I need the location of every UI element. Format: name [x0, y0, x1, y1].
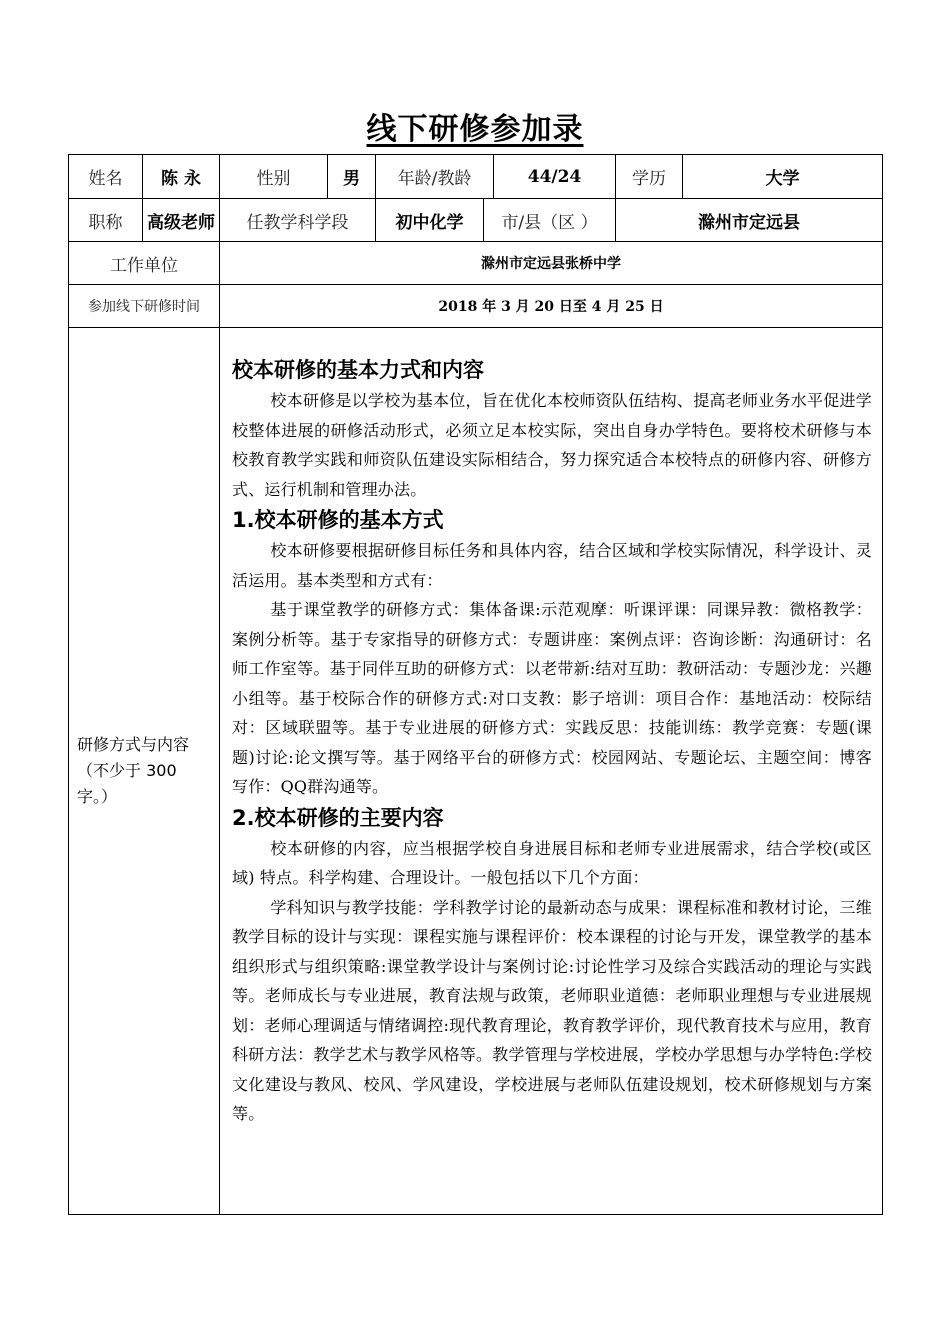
education-value: 大学	[683, 155, 883, 199]
title-value: 高级老师	[143, 199, 220, 242]
work-unit-label: 工作单位	[69, 242, 220, 285]
row-training-time	[69, 285, 883, 328]
content-main-heading: 校本研修的基本力式和内容	[232, 358, 484, 382]
record-form-table	[68, 154, 883, 1215]
paragraph-intro: 校本研修是以学校为基本位，旨在优化本校师资队伍结构、提高老师业务水平促进学校整体进展的研修活动形式，必须立足本校实际，突出自身办学特色。要将校术研修与本校教育教学实践和师资队伍建设实际相结合，努力探究适合本校特点的研修内容、研修方式、运行机制和管理办法。	[232, 391, 873, 499]
education-label: 学历	[616, 155, 683, 199]
title-label: 职称	[69, 199, 143, 242]
work-unit-value: 滁州市定远县张桥中学	[220, 242, 883, 285]
content-side-label: 研修方式与内容（不少于 300 字。）	[69, 328, 220, 1215]
paragraph-content-intro: 校本研修的内容，应当根据学校自身进展目标和老师专业进展需求，结合学校(或区域) 特点。科学构建、合理设计。一般包括以下几个方面：	[232, 838, 873, 887]
paragraph-methods-list: 基于课堂教学的研修方式：集体备课:示范观摩：听课评课：同课异教：微格教学：案例分析等。基于专家指导的研修方式：专题讲座：案例点评：咨询诊断：沟通研讨：名师工作室等。基于同伴互助的研修方式：以老带新:结对互助：教研活动：专题沙龙：兴趣小组等。基于校际合作的研修方式:对口支教：影子培训：项目合作：基地活动：校际结对：区域联盟等。基于专业进展的研修方式：实践反思：技能训练：教学竞赛：专题(课题)讨论:论文撰写等。基于网络平台的研修方式：校园网站、专题论坛、主题空间：博客写作：QQ群沟通等。	[232, 600, 873, 796]
name-value: 陈 永	[143, 155, 220, 199]
gender-label: 性别	[220, 155, 328, 199]
county-value: 滁州市定远县	[616, 199, 883, 242]
age-value: 44/24	[494, 155, 616, 199]
paragraph-content-list: 学科知识与教学技能：学科教学讨论的最新动态与成果：课程标准和教材讨论，三维教学目标的设计与实现：课程实施与课程评价：校本课程的讨论与开发，课堂教学的基本组织形式与组织策略:课堂教学设计与案例讨论:讨论性学习及综合实践活动的理论与实践等。老师成长与专业进展，教育法规与政策，老师职业道德：老师职业理想与专业进展规划：老师心理调适与情绪调控:现代教育理论，教育教学评价，现代教育技术与应用，教育科研方法：教学艺术与教学风格等。教学管理与学校进展，学校办学思想与办学特色:学校文化建设与教风、校风、学风建设，学校进展与老师队伍建设规划，校术研修规划与方案等。	[232, 897, 873, 1123]
paragraph-methods-intro: 校本研修要根据研修目标任务和具体内容，结合区域和学校实际情况，科学设计、灵活运用。基本类型和方式有：	[232, 541, 873, 590]
row-work-unit	[69, 242, 883, 285]
training-time-value: 2018 年 3 月 20 日至 4 月 25 日	[220, 285, 883, 328]
page-title: 线下研修参加录	[366, 112, 584, 147]
county-label: 市/县（区 ）	[484, 199, 616, 242]
name-label: 姓名	[69, 155, 143, 199]
section-heading-2: 2.校本研修的主要内容	[232, 805, 444, 830]
row-position-info	[69, 199, 883, 242]
training-time-label: 参加线下研修时间	[69, 285, 220, 328]
section-heading-1: 1.校本研修的基本方式	[232, 508, 444, 532]
row-personal-info	[69, 155, 883, 199]
subject-label: 任教学科学段	[220, 199, 376, 242]
row-training-content	[69, 328, 883, 1215]
subject-value: 初中化学	[376, 199, 484, 242]
content-cell	[220, 328, 883, 1215]
age-label: 年龄/教龄	[376, 155, 494, 199]
gender-value: 男	[328, 155, 376, 199]
